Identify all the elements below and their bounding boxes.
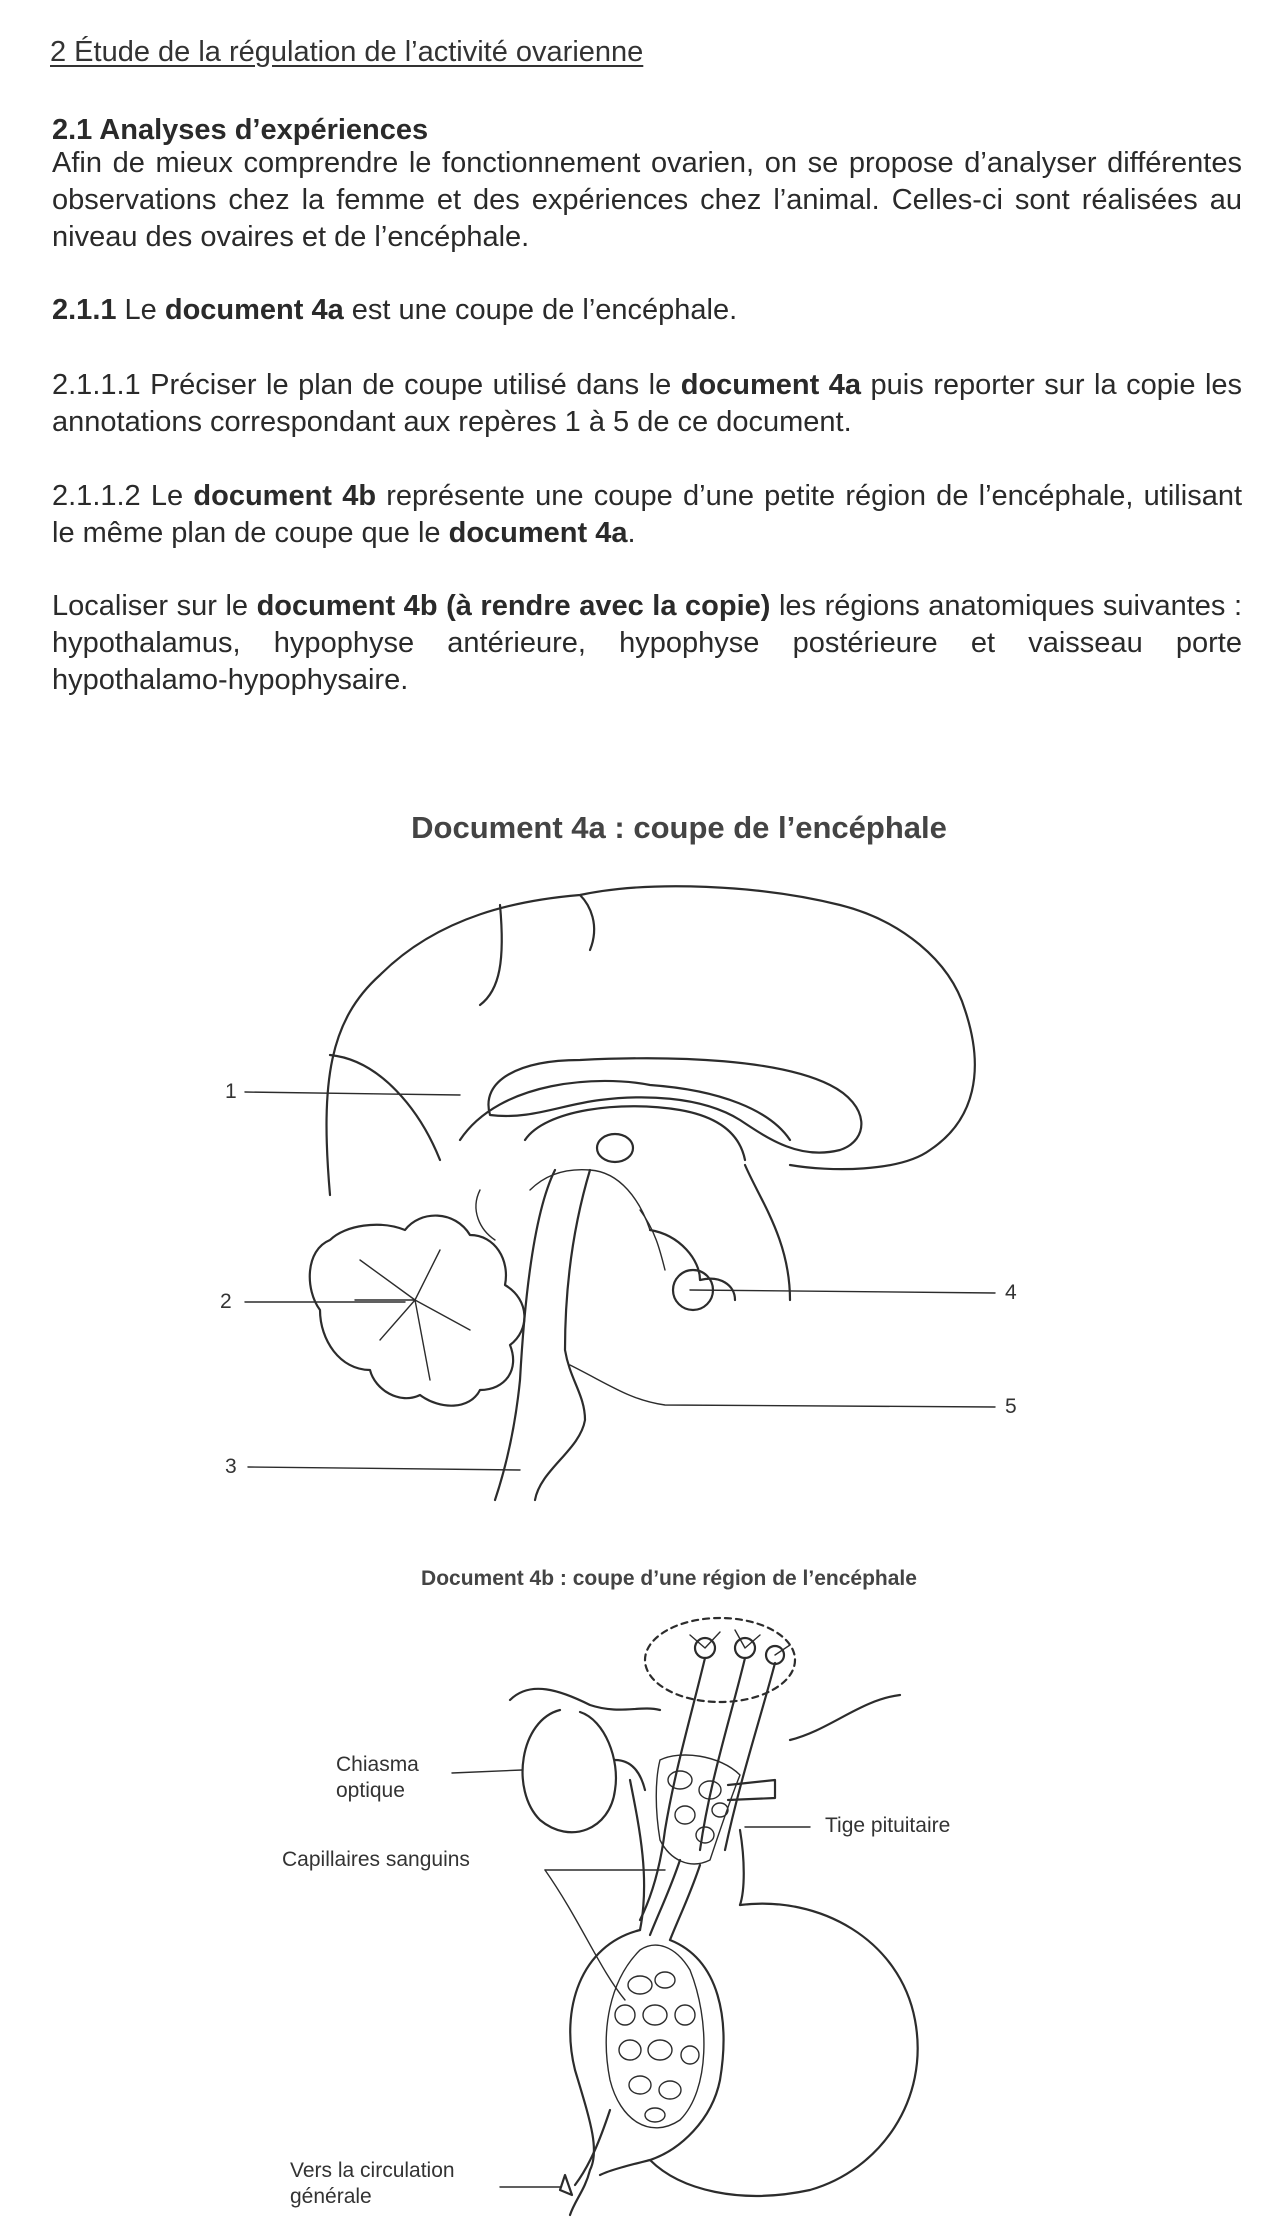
instruction-text: les régions anatomiques suivantes : hypothalamus, hypophyse antérieure, hypophyse postérieure et vaisseau porte hypothalamo-hypophysaire. bbox=[52, 590, 1243, 696]
axon bbox=[725, 1663, 775, 1850]
question-text: . bbox=[627, 517, 636, 549]
label-circulation-1: Vers la circulation bbox=[290, 2159, 455, 2182]
document-ref: document 4a bbox=[164, 294, 344, 326]
question-number: 2.1.1 bbox=[52, 294, 117, 326]
tige-tube bbox=[728, 1780, 775, 1800]
document-ref: document 4b (à rendre avec la copie) bbox=[256, 590, 771, 622]
instruction-text: Localiser sur le bbox=[52, 590, 257, 622]
label-chiasma-1: Chiasma bbox=[336, 1753, 419, 1776]
neuron-cluster bbox=[645, 1618, 795, 1702]
question-text: représente une coupe d’une petite région de l’encéphale, utilisant le même plan de coupe que le bbox=[52, 480, 1243, 549]
document-ref: document 4b bbox=[193, 480, 377, 512]
label-capillaires: Capillaires sanguins bbox=[282, 1848, 470, 1871]
marker-4: 4 bbox=[1005, 1281, 1017, 1304]
doc4b-title: Document 4b : coupe d’une région de l’encéphale bbox=[421, 1567, 917, 1590]
document-ref: document 4a bbox=[448, 517, 628, 549]
marker-3: 3 bbox=[225, 1455, 237, 1478]
capillary-network-lower bbox=[606, 1945, 704, 2128]
question-text: Le bbox=[116, 294, 165, 326]
marker-1: 1 bbox=[225, 1080, 237, 1103]
doc4a-title: Document 4a : coupe de l’encéphale bbox=[411, 810, 947, 845]
stalk-right bbox=[740, 1830, 744, 1905]
leader-chiasma bbox=[452, 1770, 522, 1773]
optic-chiasma bbox=[523, 1710, 616, 1832]
portal-vessel bbox=[650, 1860, 680, 1935]
marker-5: 5 bbox=[1005, 1395, 1017, 1418]
intro-paragraph: Afin de mieux comprendre le fonctionnement ovarien, on se propose d’analyser différentes observations chez la femme et des expériences chez l’animal. Celles-ci sont réalisées au niveau des ovaires et de l’encéphale. bbox=[52, 147, 1242, 253]
document-ref: document 4a bbox=[680, 369, 862, 401]
leader-capillaires-2 bbox=[545, 1870, 625, 2000]
hypothalamus-floor bbox=[510, 1689, 660, 1710]
posterior-pituitary bbox=[650, 1904, 918, 2196]
subsection-title: 2.1 Analyses d’expériences bbox=[52, 114, 429, 146]
question-text: 2.1.1.2 Le bbox=[52, 480, 194, 512]
marker-2: 2 bbox=[220, 1290, 232, 1313]
question-text: 2.1.1.1 Préciser le plan de coupe utilisé dans le bbox=[52, 369, 681, 401]
label-circulation-2: générale bbox=[290, 2185, 372, 2208]
section-title: 2 Étude de la régulation de l’activité ovarienne bbox=[50, 36, 644, 68]
hypothalamus-floor-right bbox=[790, 1695, 900, 1740]
label-tige-pituitaire: Tige pituitaire bbox=[825, 1814, 951, 1837]
anterior-pituitary-inner bbox=[600, 1940, 723, 2175]
label-chiasma-2: optique bbox=[336, 1779, 405, 1802]
question-text: puis reporter sur la copie les annotations correspondant aux repères 1 à 5 de ce document. bbox=[52, 369, 1243, 438]
stalk-left bbox=[630, 1780, 644, 1930]
outlet-arrow bbox=[560, 2175, 572, 2195]
question-text: est une coupe de l’encéphale. bbox=[343, 294, 738, 326]
